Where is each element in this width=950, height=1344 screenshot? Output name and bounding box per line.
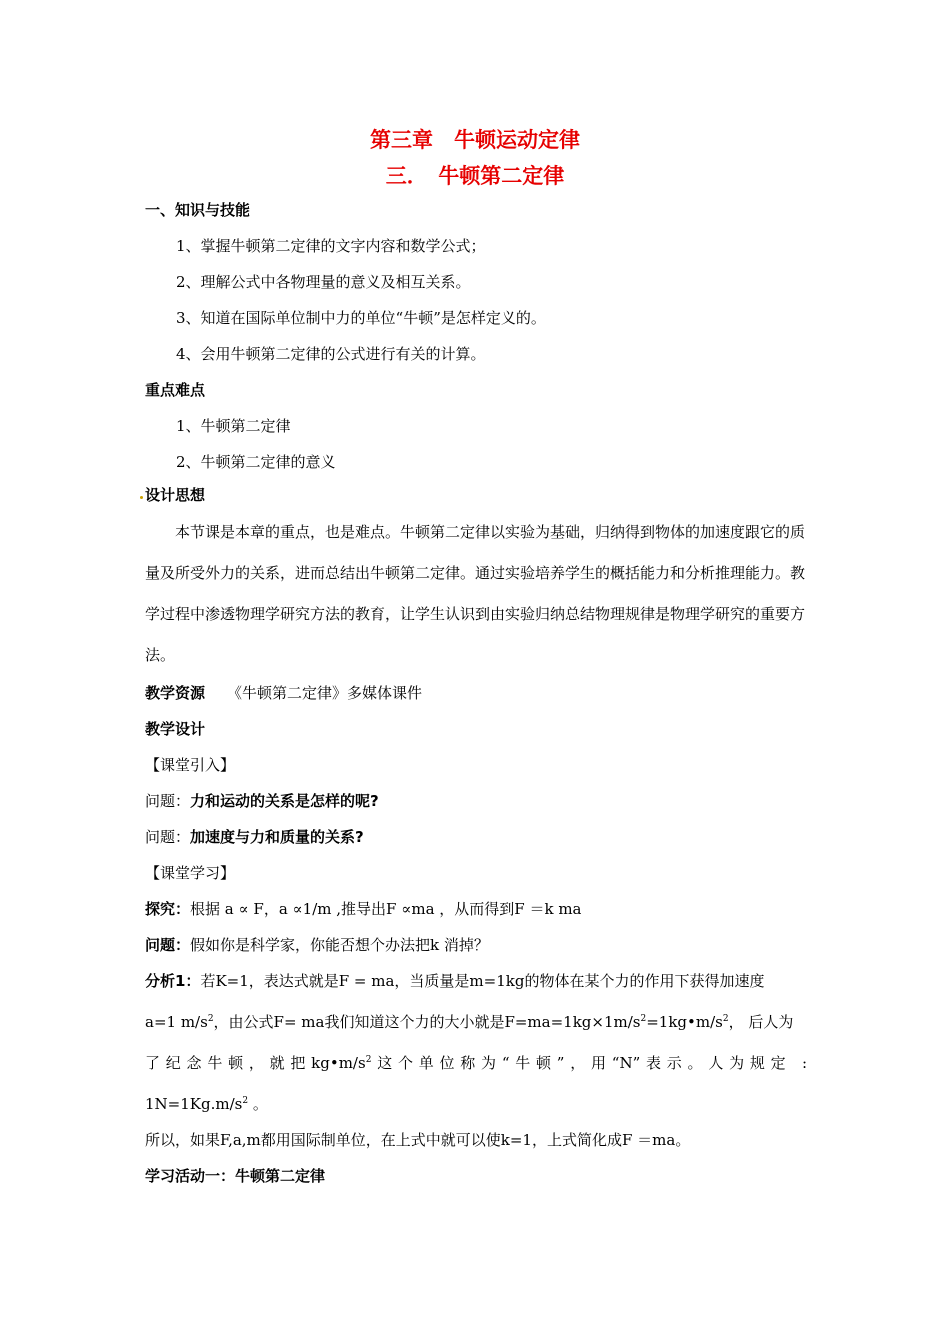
knowledge-heading: 一、知识与技能 [145, 201, 251, 219]
question-row-1: 问题：力和运动的关系是怎样的呢? [145, 792, 379, 810]
resources-value: 《牛顿第二定律》多媒体课件 [227, 684, 423, 702]
knowledge-item: 3、知道在国际单位制中力的单位“牛顿”是怎样定义的。 [176, 309, 546, 327]
intro-heading: 【课堂引入】 [145, 756, 236, 774]
conclusion-line: 所以，如果F,a,m都用国际制单位，在上式中就可以使k=1，上式简化成F ＝ma。 [145, 1131, 691, 1149]
teaching-design-heading: 教学设计 [145, 720, 206, 738]
analysis-line-1: 分析1：若K=1，表达式就是F = ma，当质量是m=1kg的物体在某个力的作用下获得加速度 [145, 972, 765, 990]
explore-row: 探究：根据 a ∝ F，a ∝1/m ,推导出F ∝ma ，从而得到F ＝k ma [145, 900, 582, 918]
design-idea-heading: 设计思想 [145, 486, 206, 504]
keypoints-item: 1、牛顿第二定律 [176, 417, 291, 435]
knowledge-item: 4、会用牛顿第二定律的公式进行有关的计算。 [176, 345, 486, 363]
keypoints-item: 2、牛顿第二定律的意义 [176, 453, 336, 471]
design-idea-paragraph: 本节课是本章的重点，也是难点。牛顿第二定律以实验为基础，归纳得到物体的加速度跟它的质量及所受外力的关系，进而总结出牛顿第二定律。通过实验培养学生的概括能力和分析推理能力。教学过程中渗透物理学研究方法的教育，让学生认识到由实验归纳总结物理规律是物理学研究的重要方法。 [145, 523, 806, 664]
activity-heading: 学习活动一：牛顿第二定律 [145, 1167, 326, 1185]
section-title: 三． 牛顿第二定律 [385, 164, 565, 188]
knowledge-item: 2、理解公式中各物理量的意义及相互关系。 [176, 273, 471, 291]
analysis-line-3: 了纪念牛顿，就把$kg•m/s^2$这个单位称为“牛顿”，用“N”表示。人为规定 : [145, 1054, 808, 1072]
chapter-title: 第三章 牛顿运动定律 [370, 128, 580, 152]
study-heading: 【课堂学习】 [145, 864, 236, 882]
analysis-line-2: a=1 $m/s^2$，由公式F= ma我们知道这个力的大小就是$F=ma=1kg\times 1m/s^2=1kg•m/s^2$， 后人为 [145, 1013, 794, 1031]
bullet-mark [140, 496, 143, 499]
resources-row [145, 683, 422, 703]
knowledge-item: 1、掌握牛顿第二定律的文字内容和数学公式； [176, 237, 486, 255]
question-row-2: 问题：加速度与力和质量的关系? [145, 828, 364, 846]
keypoints-heading: 重点难点 [145, 381, 206, 399]
resources-label: 教学资源 [145, 684, 206, 702]
question-row-3: 问题：假如你是科学家，你能否想个办法把k 消掉？ [145, 936, 489, 954]
analysis-line-4: $1N=1Kg.m/s^2$ 。 [145, 1095, 268, 1113]
